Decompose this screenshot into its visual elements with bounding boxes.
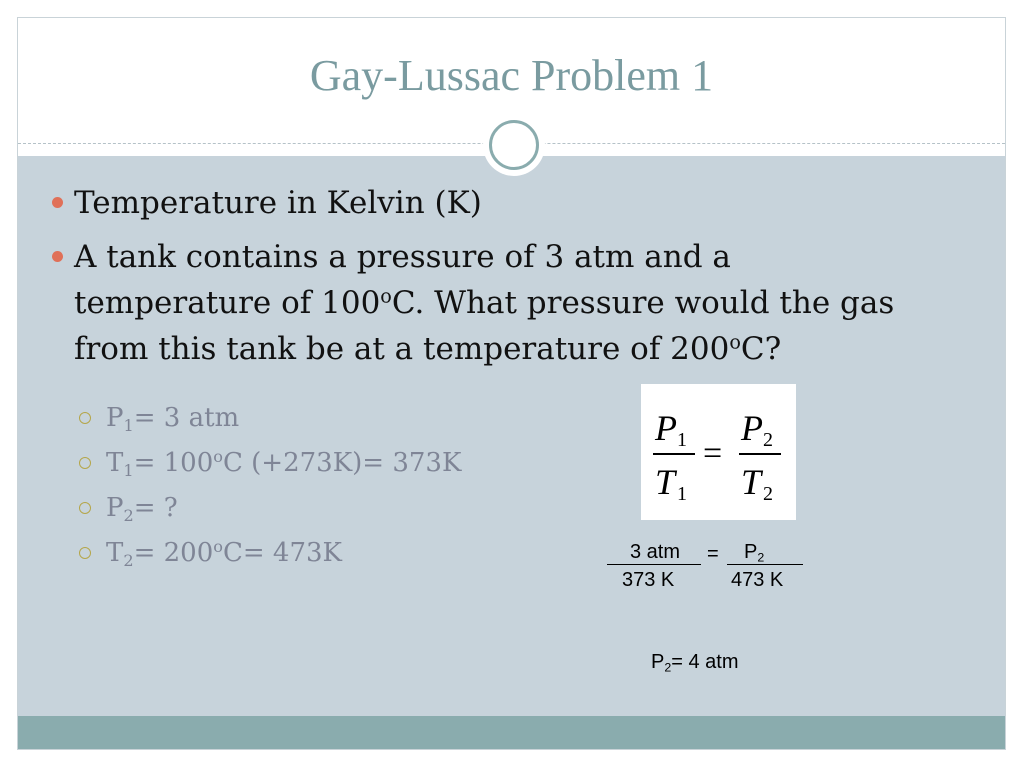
- calc-denominator-right: 473 K: [731, 569, 784, 591]
- formula-t2: T: [741, 462, 762, 502]
- calc-equals: =: [707, 543, 719, 565]
- formula-t1: T: [655, 462, 676, 502]
- calc-fraction-bar-right: [727, 564, 803, 565]
- ring-bullet-icon: [79, 412, 91, 424]
- formula-p1-sub: 1: [677, 429, 687, 451]
- bullet-dot-icon: [52, 251, 63, 262]
- bullet-item: [74, 180, 974, 226]
- calc-numerator-right: $P_2$: [744, 541, 765, 565]
- bullet-text: Temperature in Kelvin (K): [74, 185, 482, 221]
- givens-list: [106, 396, 606, 576]
- ring-bullet-icon: [79, 547, 91, 559]
- formula-p2-sub: 2: [763, 429, 773, 451]
- bullet-item: [74, 234, 974, 372]
- formula-p1: P: [655, 408, 677, 448]
- footer-band: [18, 716, 1005, 750]
- bullet-dot-icon: [52, 197, 63, 208]
- divider-circle-ornament: [483, 114, 545, 176]
- given-item-t1: $T_1= 100^oC$ (+273K)= 373K: [106, 441, 606, 486]
- calc-numerator-left: 3 atm: [630, 541, 681, 563]
- bullet-line: A tank contains a pressure of 3 atm and a: [74, 239, 731, 275]
- given-item-p2: $P_2=$ ?: [106, 486, 606, 531]
- ring-bullet-icon: [79, 457, 91, 469]
- ring-bullet-icon: [79, 502, 91, 514]
- circle-ring-icon: [489, 120, 539, 170]
- calc-denominator-left: 373 K: [622, 569, 675, 591]
- formula-p2: P: [741, 408, 763, 448]
- given-item-t2: $T_2= 200^oC= 473K$: [106, 531, 606, 576]
- gay-lussac-formula: [641, 384, 796, 520]
- slide: [17, 17, 1006, 750]
- calc-fraction-bar-left: [607, 564, 701, 565]
- calc-answer: $P_2= 4$ atm: [651, 651, 739, 675]
- formula-graphic: [641, 384, 796, 520]
- bullet-line: temperature of 100$^o$C. What pressure would the gas: [74, 284, 895, 321]
- formula-equals: =: [703, 435, 723, 472]
- bullet-line: from this tank be at a temperature of 200$^o$C?: [74, 330, 782, 367]
- formula-t1-sub: 1: [677, 483, 687, 505]
- given-item-p1: $P_1= 3$ atm: [106, 396, 606, 441]
- formula-t2-sub: 2: [763, 483, 773, 505]
- bullet-list: [74, 180, 974, 380]
- slide-title: Gay-Lussac Problem 1: [309, 51, 714, 100]
